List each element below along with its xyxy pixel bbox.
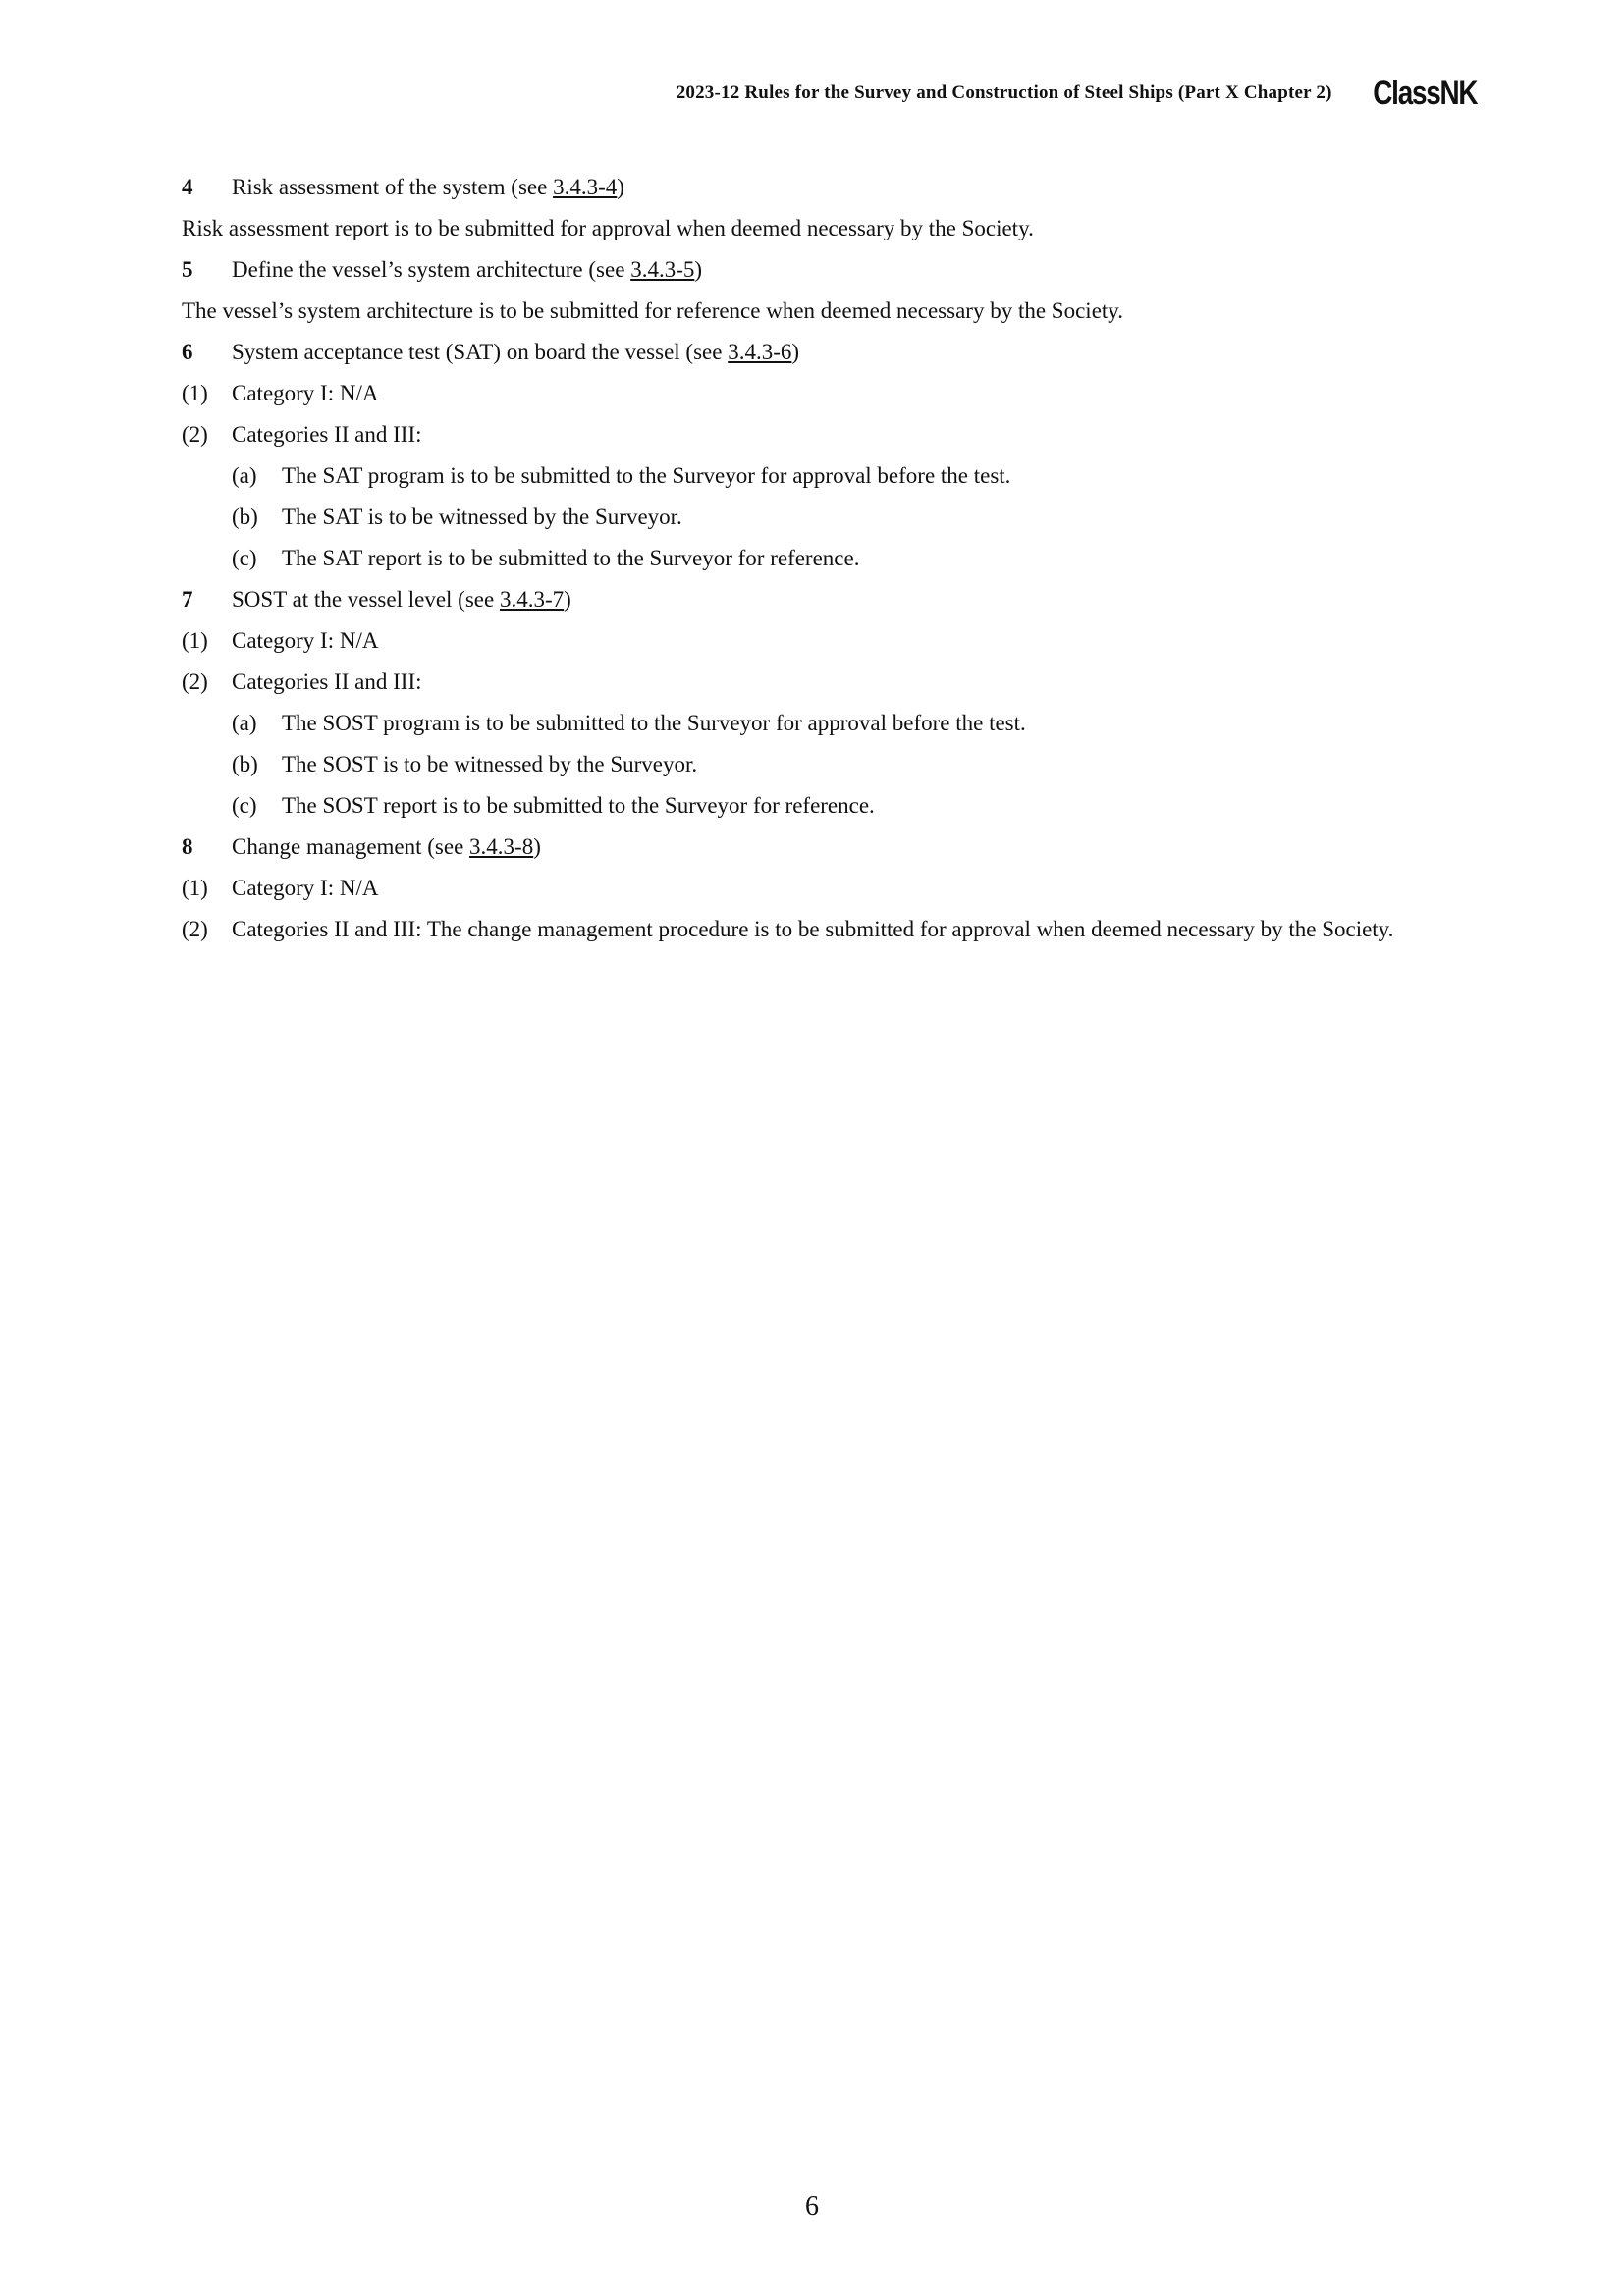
sub-list-item	[182, 538, 1488, 579]
item-number: (b)	[232, 752, 258, 776]
section-number: 6	[182, 340, 193, 364]
item-number: (2)	[182, 917, 208, 941]
item-number: (b)	[232, 505, 258, 529]
item-text: Categories II and III:	[232, 669, 422, 694]
item-text: The SAT report is to be submitted to the Surveyor for reference.	[282, 546, 860, 570]
item-number: (1)	[182, 628, 208, 653]
section-heading-text: System acceptance test (SAT) on board the vessel (see 3.4.3-6)	[232, 340, 800, 364]
document-body	[182, 167, 1488, 950]
sub-list-item	[182, 703, 1488, 744]
item-number: (1)	[182, 381, 208, 405]
section-4-body: Risk assessment report is to be submitted for approval when deemed necessary by the Society.	[182, 216, 1034, 240]
item-number: (a)	[232, 711, 257, 735]
section-5-heading	[182, 249, 1488, 291]
item-text: Category I: N/A	[232, 381, 379, 405]
section-heading-text: SOST at the vessel level (see 3.4.3-7)	[232, 587, 571, 612]
section-4-heading	[182, 167, 1488, 208]
list-item	[182, 620, 1488, 662]
section-number: 5	[182, 257, 193, 282]
section-6-heading	[182, 332, 1488, 373]
section-heading-text: Change management (see 3.4.3-8)	[232, 834, 541, 859]
item-text: The SOST program is to be submitted to the Surveyor for approval before the test.	[282, 711, 1026, 735]
sub-list-item	[182, 497, 1488, 538]
classnk-logo: ClassNK	[1372, 75, 1477, 112]
cross-reference-link[interactable]: 3.4.3-4	[553, 175, 618, 199]
sub-list-item	[182, 455, 1488, 497]
item-text: Category I: N/A	[232, 628, 379, 653]
item-text: Categories II and III: The change management procedure is to be submitted for approval when deemed necessary by the Society.	[232, 917, 1394, 941]
cross-reference-link[interactable]: 3.4.3-8	[469, 834, 534, 859]
list-item	[182, 909, 1488, 950]
sub-list-item	[182, 744, 1488, 785]
sub-list-item	[182, 785, 1488, 827]
section-number: 7	[182, 587, 193, 612]
item-number: (2)	[182, 669, 208, 694]
item-number: (1)	[182, 876, 208, 900]
cross-reference-link[interactable]: 3.4.3-6	[728, 340, 792, 364]
section-number: 8	[182, 834, 193, 859]
list-item	[182, 662, 1488, 703]
section-heading-text: Define the vessel’s system architecture (see 3.4.3-5)	[232, 257, 703, 282]
item-text: Category I: N/A	[232, 876, 379, 900]
section-5-body: The vessel’s system architecture is to be submitted for reference when deemed necessary by the Society.	[182, 298, 1124, 323]
item-text: The SOST report is to be submitted to the Surveyor for reference.	[282, 793, 875, 818]
item-text: Categories II and III:	[232, 422, 422, 447]
section-heading-text: Risk assessment of the system (see 3.4.3-4)	[232, 175, 624, 199]
list-item	[182, 414, 1488, 455]
item-number: (a)	[232, 463, 257, 488]
item-text: The SOST is to be witnessed by the Surveyor.	[282, 752, 698, 776]
list-item	[182, 868, 1488, 909]
item-number: (c)	[232, 793, 257, 818]
item-text: The SAT is to be witnessed by the Surveyor.	[282, 505, 682, 529]
item-number: (c)	[232, 546, 257, 570]
item-text: The SAT program is to be submitted to the Surveyor for approval before the test.	[282, 463, 1011, 488]
cross-reference-link[interactable]: 3.4.3-5	[630, 257, 695, 282]
page-number: 6	[805, 2191, 819, 2221]
header-title: 2023-12 Rules for the Survey and Construction of Steel Ships (Part X Chapter 2)	[676, 82, 1332, 103]
item-number: (2)	[182, 422, 208, 447]
section-8-heading	[182, 827, 1488, 868]
cross-reference-link[interactable]: 3.4.3-7	[499, 587, 565, 612]
page-header	[677, 77, 1477, 110]
section-number: 4	[182, 175, 193, 199]
section-7-heading	[182, 579, 1488, 620]
list-item	[182, 373, 1488, 414]
